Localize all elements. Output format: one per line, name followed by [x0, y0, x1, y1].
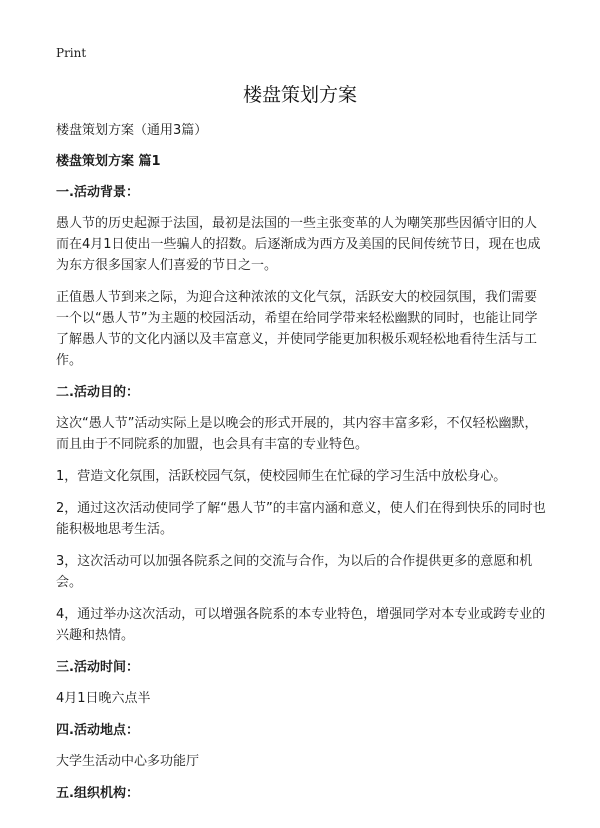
document-subtitle: 楼盘策划方案（通用3篇）	[56, 123, 208, 138]
location-heading: 四.活动地点：	[56, 723, 139, 738]
section-title: 楼盘策划方案 篇1	[56, 154, 161, 169]
print-label: Print	[56, 46, 87, 60]
purpose-item-4: 4，通过举办这次活动，可以增强各院系的本专业特色，增强同学对本专业或跨专业的兴趣和热情。	[56, 607, 546, 643]
purpose-item-2: 2，通过这次活动使同学了解“愚人节”的丰富内涵和意义，使人们在得到快乐的同时也能积极地思考生活。	[56, 501, 546, 537]
organization-heading: 五.组织机构：	[56, 786, 139, 801]
purpose-item-1: 1，营造文化氛围，活跃校园气氛，使校园师生在忙碌的学习生活中放松身心。	[56, 469, 507, 484]
time-value: 4月1日晚六点半	[56, 691, 151, 706]
background-paragraph-2: 正值愚人节到来之际，为迎合这种浓浓的文化气氛，活跃安大的校园氛围，我们需要一个以“愚人节”为主题的校园活动，希望在给同学带来轻松幽默的同时，也能让同学了解愚人节的文化内涵以及丰富意义，并使同学能更加积极乐观轻松地看待生活与工作。	[56, 290, 538, 368]
purpose-intro: 这次“愚人节”活动实际上是以晚会的形式开展的，其内容丰富多彩，不仅轻松幽默，而且由于不同院系的加盟，也会具有丰富的专业特色。	[56, 416, 538, 452]
purpose-item-3: 3，这次活动可以加强各院系之间的交流与合作，为以后的合作提供更多的意愿和机会。	[56, 554, 533, 590]
purpose-heading: 二.活动目的：	[56, 385, 139, 400]
background-paragraph-1: 愚人节的历史起源于法国，最初是法国的一些主张变革的人为嘲笑那些因循守旧的人而在4月1日使出一些骗人的招数。后逐渐成为西方及美国的民间传统节日，现在也成为东方很多国家人们喜爱的节日之一。	[56, 216, 541, 273]
document-title: 楼盘策划方案	[242, 84, 357, 106]
location-value: 大学生活动中心多功能厅	[56, 754, 200, 769]
document-body	[56, 120, 546, 814]
background-heading: 一.活动背景：	[56, 185, 139, 200]
time-heading: 三.活动时间：	[56, 660, 139, 675]
